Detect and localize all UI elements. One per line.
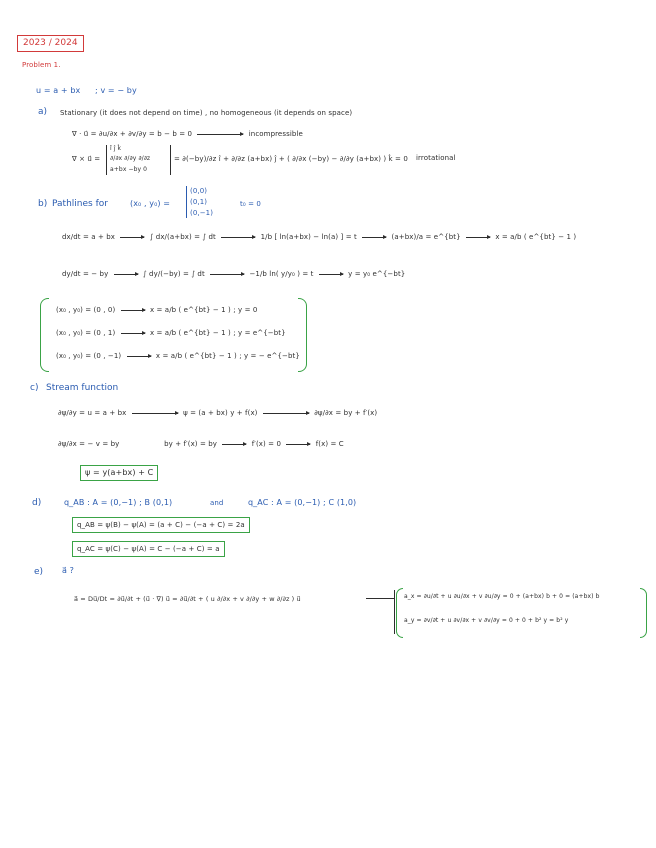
result-y: ; y = − e^{−bt}: [239, 352, 300, 360]
point-2: (0,1): [190, 198, 208, 206]
determinant-bar-left: [106, 145, 107, 175]
results-bracket-left: [40, 298, 49, 372]
stream-answer: ψ = y(a+bx) + C: [80, 465, 158, 481]
part-a-line1: Stationary (it does not depend on time) , no homogeneous (it depends on space): [60, 109, 353, 117]
eq1-lhs: dx/dt = a + bx: [62, 233, 116, 241]
part-d-label: d): [32, 498, 42, 508]
point-3: (0,−1): [190, 209, 214, 217]
curl-det-row2: ∂/∂x ∂/∂y ∂/∂z: [110, 155, 151, 162]
part-b-point: (x₀ , y₀) =: [130, 199, 171, 208]
ax-ay-bracket-right: [640, 588, 647, 638]
arrow-icon: [132, 413, 178, 414]
arrow-icon: [362, 237, 386, 238]
c-line2-mid2: f′(x) = 0: [251, 440, 282, 448]
arrow-icon: [466, 237, 490, 238]
arrow-icon: [120, 237, 144, 238]
curl-rhs: = ∂(−by)/∂z î + ∂/∂z (a+bx) ĵ + ( ∂/∂x (−by) − ∂/∂y (a+bx) ) k̂ = 0: [174, 155, 408, 163]
ay-equation: a_y = ∂v/∂t + u ∂v/∂x + v ∂v/∂y = 0 + 0 + b² y = b² y: [404, 617, 569, 624]
c-line2-lhs: ∂ψ/∂x = − v = by: [58, 440, 120, 448]
result-y: ; y = e^{−bt}: [233, 329, 286, 337]
result-point: (x₀ , y₀) = (0 , −1): [56, 352, 122, 360]
q-ac-def: q_AC : A = (0,−1) ; C (1,0): [248, 498, 357, 507]
t0: t₀ = 0: [240, 200, 261, 208]
pathline-x-row: [62, 232, 576, 242]
stream-row1: [58, 408, 377, 418]
arrow-icon: [197, 134, 243, 135]
arrow-icon: [222, 444, 246, 445]
year-label: 2023 / 2024: [17, 35, 84, 52]
arrow-icon: [127, 356, 151, 357]
result-x: x = a/b ( e^{bt} − 1 ): [149, 306, 231, 314]
problem-label: Problem 1.: [22, 61, 61, 69]
q-ab-result: q_AB = ψ(B) − ψ(A) = (a + C) − (−a + C) = 2a: [72, 517, 250, 533]
eq2-lhs: dy/dt = − by: [62, 270, 109, 278]
result-row: [56, 305, 257, 315]
divergence-result: incompressible: [248, 130, 303, 138]
part-a-label: a): [38, 107, 48, 117]
arrow-icon: [263, 413, 309, 414]
q-ab-def: q_AB : A = (0,−1) ; B (0,1): [64, 498, 173, 507]
arrow-icon: [210, 274, 244, 275]
part-e-label: e): [34, 567, 44, 577]
eq2-step: −1/b ln( y/y₀ ) = t: [249, 270, 314, 278]
ax-equation: a_x = ∂u/∂t + u ∂u/∂x + v ∂u/∂y = 0 + (a+bx) b + 0 = (a+bx) b: [404, 593, 600, 600]
divergence-line: [72, 129, 303, 139]
pathline-y-row: [62, 269, 405, 279]
acceleration-connector: [366, 598, 394, 599]
eq1-step: 1/b [ ln(a+bx) − ln(a) ] = t: [260, 233, 357, 241]
point-1: (0,0): [190, 187, 208, 195]
part-c-label: c): [30, 383, 39, 393]
q-ac-result: q_AC = ψ(C) − ψ(A) = C − (−a + C) = a: [72, 541, 225, 557]
ax-ay-bracket-left: [396, 588, 403, 638]
result-point: (x₀ , y₀) = (0 , 1): [56, 329, 116, 337]
arrow-icon: [121, 333, 145, 334]
part-c-title: Stream function: [46, 383, 119, 393]
arrow-icon: [114, 274, 138, 275]
result-point: (x₀ , y₀) = (0 , 0): [56, 306, 116, 314]
curl-det-row3: a+bx −by 0: [110, 166, 148, 173]
eq2-int: ∫ dy/(−by) = ∫ dt: [142, 270, 205, 278]
given-v: ; v = − by: [95, 86, 137, 95]
c-line2-mid: by + f′(x) = by: [164, 440, 218, 448]
eq2-res: y = y₀ e^{−bt}: [348, 270, 406, 278]
part-e-title: a⃗ ?: [62, 566, 74, 575]
eq1-res: x = a/b ( e^{bt} − 1 ): [495, 233, 577, 241]
c-line2-rhs: f(x) = C: [315, 440, 344, 448]
eq1-int: ∫ dx/(a+bx) = ∫ dt: [149, 233, 216, 241]
result-row: [56, 351, 300, 361]
given-u: u = a + bx: [36, 86, 81, 95]
arrow-icon: [221, 237, 255, 238]
curl-lhs: ∇ × u⃗ =: [72, 155, 101, 163]
arrow-icon: [121, 310, 145, 311]
divergence-expression: ∇ · u⃗ = ∂u/∂x + ∂v/∂y = b − b = 0: [72, 130, 193, 138]
result-y: ; y = 0: [233, 306, 258, 314]
eq1-exp: (a+bx)/a = e^{bt}: [391, 233, 461, 241]
acceleration-main: a⃗ = Du⃗/Dt = ∂u⃗/∂t + (u⃗ · ∇) u⃗ = ∂u⃗/∂t + ( u ∂/∂x + v ∂/∂y + w ∂/∂z ) u⃗: [74, 595, 301, 603]
curl-result: irrotational: [416, 154, 456, 162]
curl-det-row1: î ĵ k̂: [110, 145, 122, 152]
result-x: x = a/b ( e^{bt} − 1 ): [149, 329, 231, 337]
stream-row2: [58, 439, 344, 449]
c-line1-mid: ψ = (a + bx) y + f(x): [183, 409, 258, 417]
c-line1-rhs: ∂ψ/∂x = by + f′(x): [314, 409, 378, 417]
and-text: and: [210, 499, 224, 507]
arrow-icon: [319, 274, 343, 275]
determinant-bar-right: [170, 145, 171, 175]
result-row: [56, 328, 286, 338]
c-line1-lhs: ∂ψ/∂y = u = a + bx: [58, 409, 127, 417]
arrow-icon: [286, 444, 310, 445]
part-b-title: Pathlines for: [52, 199, 108, 209]
points-brace: [186, 186, 187, 218]
result-x: x = a/b ( e^{bt} − 1 ): [155, 352, 237, 360]
part-b-label: b): [38, 199, 48, 209]
